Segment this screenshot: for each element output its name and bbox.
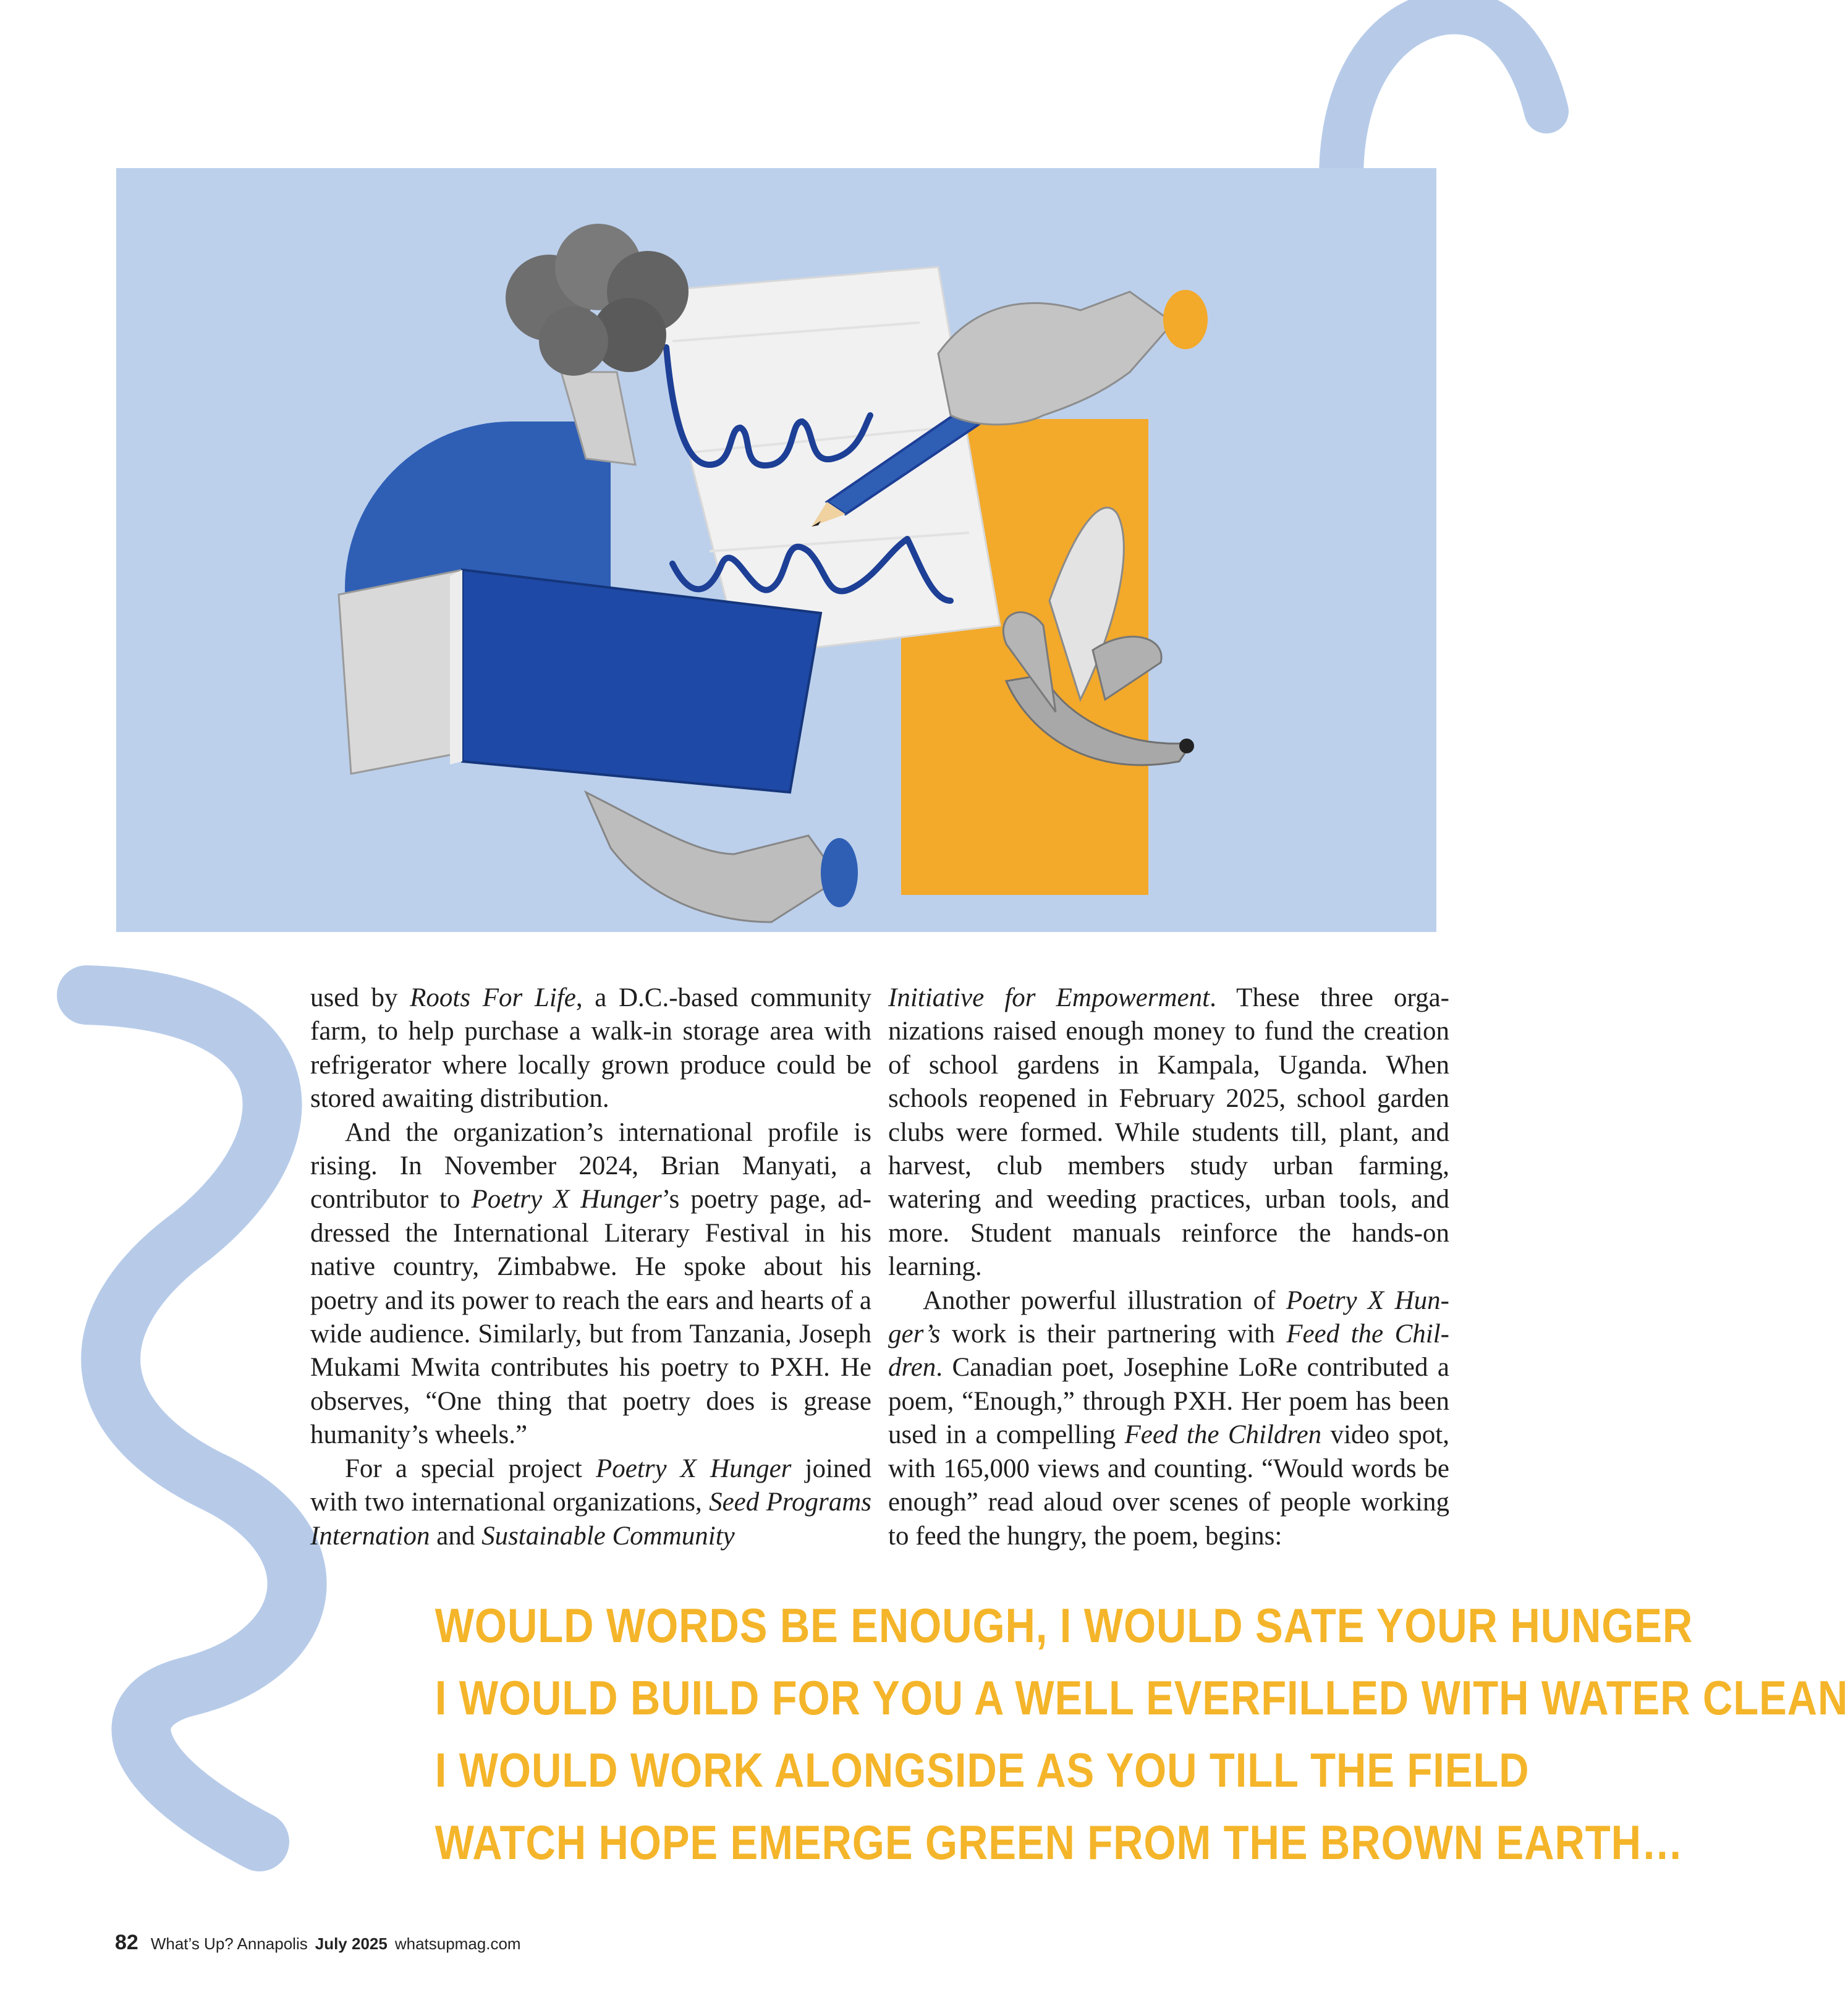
poem-line: WATCH HOPE EMERGE GREEN FROM THE BROWN EARTH…: [434, 1815, 1684, 1870]
italic-title: Seed Programs Internation: [310, 1488, 871, 1551]
poem-line: I WOULD BUILD FOR YOU A WELL EVERFILLED WITH WATER CLEAN: [434, 1671, 1848, 1725]
website-link[interactable]: whatsupmag.com: [394, 1934, 521, 1953]
poem-line: I WOULD WORK ALONGSIDE AS YOU TILL THE FIELD: [434, 1743, 1530, 1797]
article-paragraph: And the organization’s international profile is rising. In November 2024, Brian Manyati, a contributor to Poetry X Hunger’s poetry page, addressed the International Literary Festival in his native country, Zimbabwe. He spoke about his poetry and its power to reach the ears and hearts of a wide audience. Similarly, but from Tanzania, Joseph Mukami Mwita contributes his poetry to PXH. He observes, “One thing that poetry does is grease humanity’s wheels.”: [310, 1117, 871, 1450]
italic-title: Poetry X Hunger: [471, 1185, 662, 1214]
hero-illustration: [116, 168, 1436, 932]
italic-title: Poetry X Hunger’s: [888, 1285, 1449, 1349]
hand-holding-pencil-icon: [938, 290, 1208, 425]
italic-title: Initiative for Empowerment: [888, 983, 1210, 1012]
italic-title: Poetry X Hunger: [595, 1454, 792, 1483]
article-paragraph: For a special project Poetry X Hunger joined with two international organizations, Seed Programs Internation and Sustainable Community: [310, 1454, 871, 1551]
poem-pull-quote: [434, 1590, 1848, 1879]
page-footer: [115, 1931, 521, 1968]
article-paragraph: Another powerful illustration of Poetry X Hunger’s work is their partnering with Feed the Children. Canadian poet, Josephine LoRe contributed a poem, “Enough,” through PXH. Her poem has been used in a compelling Feed the Children video spot, with 165,000 views and counting. “Would words be enough” read aloud over scenes of people working to feed the hungry, the poem, begins:: [888, 1285, 1449, 1551]
italic-title: Roots For Life: [410, 983, 576, 1012]
article-column-right: [888, 981, 1449, 1553]
issue-date: July 2025: [315, 1934, 388, 1953]
article-paragraph: Initiative for Empowerment. These three organizations raised enough money to fund the creation of school gardens in Kampala, Uganda. When schools reopened in February 2025, school garden clubs were formed. While students till, plant, and harvest, club members study urban farming, watering and weeding practices, urban tools, and more. Student manuals reinforce the hands-on learning.: [888, 983, 1449, 1282]
brush-stroke-top-right: [1316, 0, 1553, 179]
open-book-icon: [339, 570, 821, 792]
article-column-left: [310, 981, 871, 1553]
italic-title: Feed the Children: [1124, 1420, 1322, 1450]
poem-line: WOULD WORDS BE ENOUGH, I WOULD SATE YOUR HUNGER: [434, 1598, 1693, 1653]
italic-title: Feed the Children: [888, 1319, 1449, 1383]
article-paragraph: used by Roots For Life, a D.C.-based community farm, to help purchase a walk-in storage area with refrigerator where locally grown produce could be stored awaiting distribution.: [310, 983, 871, 1114]
hand-holding-book-icon: [586, 792, 858, 922]
magazine-name: What’s Up? Annapolis: [150, 1934, 308, 1953]
italic-title: Sustainable Community: [481, 1521, 735, 1551]
page-number: 82: [115, 1931, 138, 1954]
